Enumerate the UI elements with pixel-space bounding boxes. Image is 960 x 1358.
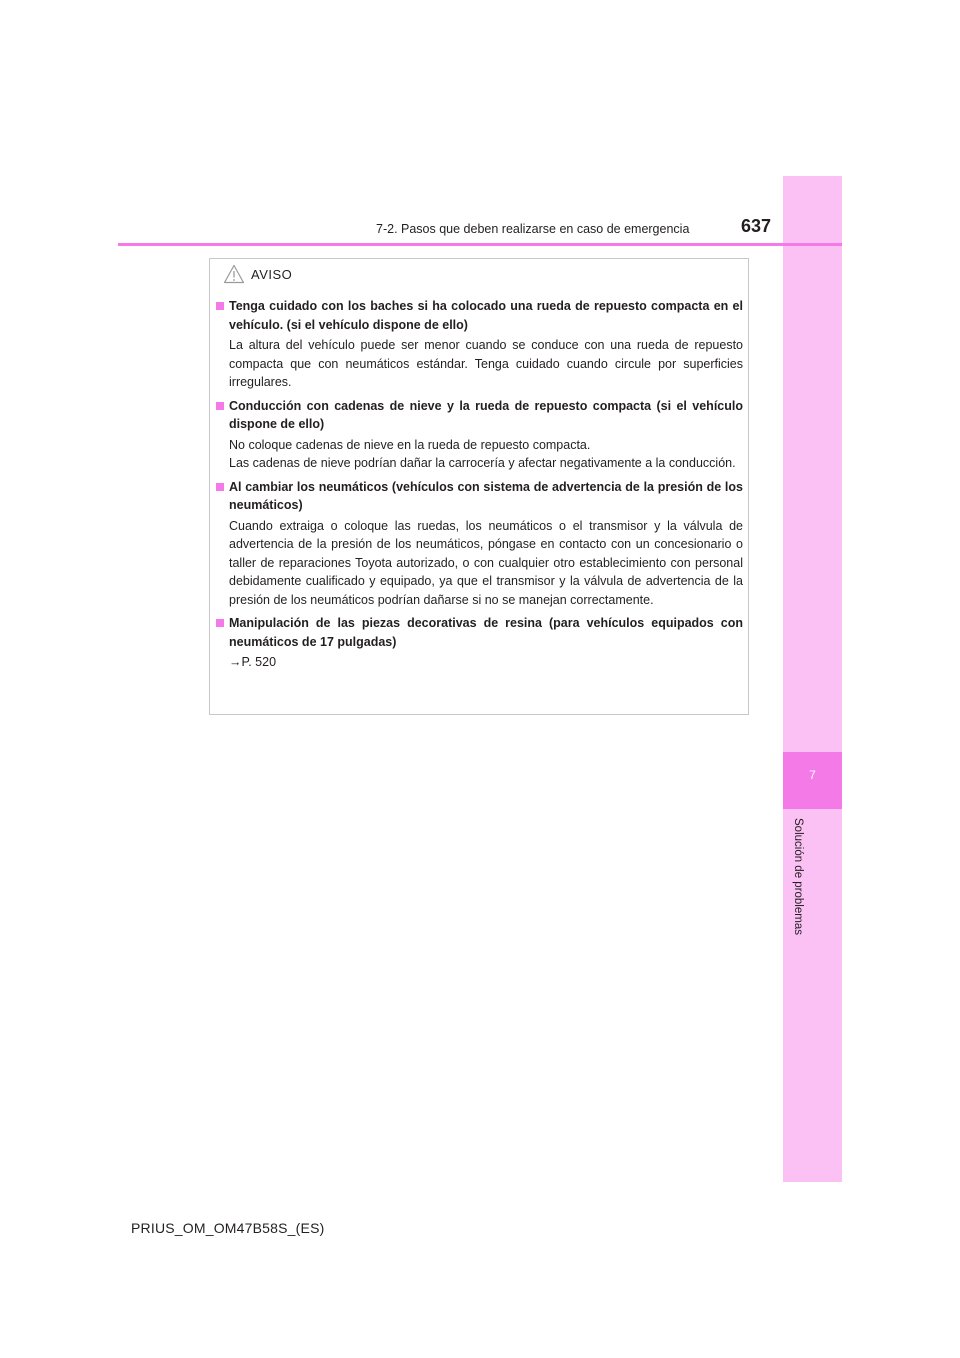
- warning-content: [216, 297, 743, 677]
- warning-item: [216, 478, 743, 610]
- warning-item: [216, 614, 743, 672]
- warning-item-body: La altura del vehículo puede ser menor cuando se conduce con una rueda de repuesto compacta que con neumáticos estándar. Tenga cuidado cuando circule por superficies irregulares.: [229, 338, 743, 389]
- page-number: 637: [741, 216, 772, 236]
- square-bullet-icon: [216, 402, 224, 410]
- square-bullet-icon: [216, 619, 224, 627]
- warning-title: AVISO: [251, 266, 293, 282]
- page-reference-link[interactable]: →P. 520: [229, 655, 277, 669]
- warning-item-body: No coloque cadenas de nieve en la rueda de repuesto compacta. Las cadenas de nieve podrían dañar la carrocería y afectar negativamente a la conducción.: [229, 437, 736, 470]
- warning-triangle-icon: [223, 264, 245, 284]
- warning-item-title: Conducción con cadenas de nieve y la rueda de repuesto compacta (si el vehículo dispone de ello): [229, 398, 743, 431]
- square-bullet-icon: [216, 302, 224, 310]
- warning-item: [216, 297, 743, 392]
- warning-box: [209, 258, 749, 715]
- warning-item-body: Cuando extraiga o coloque las ruedas, los neumáticos o el transmisor y la válvula de advertencia de la presión de los neumáticos, póngase en contacto con un concesionario o taller de reparaciones Toyota autorizado, o con cualquier otro establecimiento con personal debidamente cualificado y equipado, ya que el transmisor y la válvula de advertencia de la presión de los neumáticos podrían dañarse si no se manejan correctamente.: [229, 518, 743, 607]
- header-divider: [118, 243, 842, 246]
- chapter-label: Solución de problemas: [792, 818, 804, 935]
- warning-item-title: Manipulación de las piezas decorativas de resina (para vehículos equipados con neumáticos de 17 pulgadas): [229, 616, 743, 649]
- document-id: PRIUS_OM_OM47B58S_(ES): [131, 1220, 325, 1236]
- warning-header: [223, 263, 292, 285]
- warning-item-title: Tenga cuidado con los baches si ha colocado una rueda de repuesto compacta en el vehículo. (si el vehículo dispone de ello): [229, 299, 743, 332]
- section-title: 7-2. Pasos que deben realizarse en caso de emergencia: [376, 222, 690, 236]
- warning-item-title: Al cambiar los neumáticos (vehículos con sistema de advertencia de la presión de los neumáticos): [229, 479, 743, 512]
- chapter-side-tab: [783, 176, 842, 1182]
- square-bullet-icon: [216, 483, 224, 491]
- warning-item: [216, 397, 743, 473]
- chapter-number: 7: [809, 768, 816, 782]
